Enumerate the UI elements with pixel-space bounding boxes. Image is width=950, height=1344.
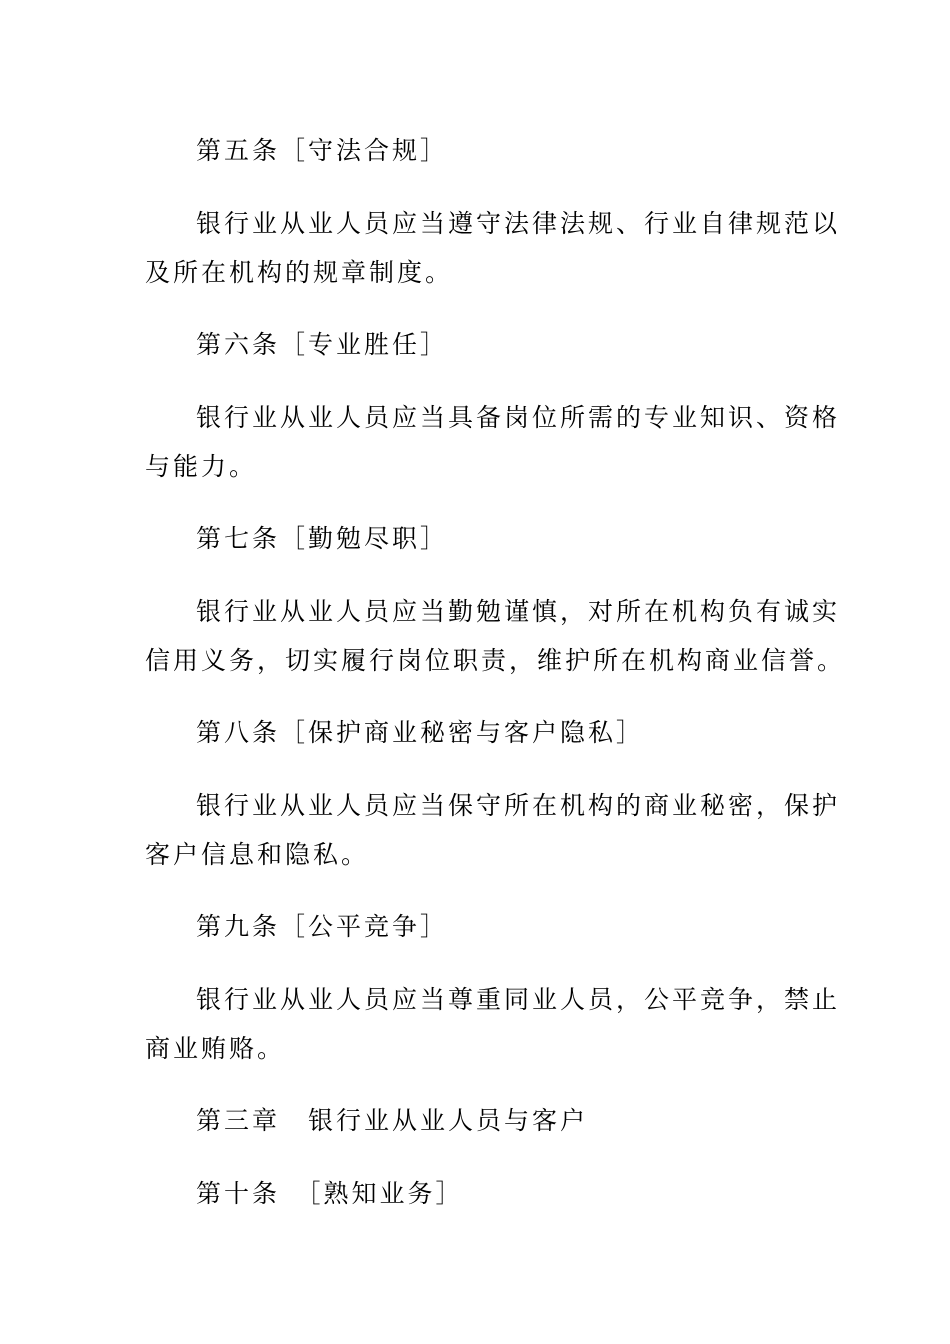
- article-5-heading: 第五条［守法合规］: [196, 136, 449, 165]
- article-9-heading: 第九条［公平竞争］: [196, 912, 449, 941]
- article-7-body-line-1: 银行业从业人员应当勤勉谨慎，对所在机构负有诚实: [196, 597, 841, 626]
- article-8-body-line-2: 客户信息和隐私。: [145, 840, 370, 869]
- article-6-body-line-1: 银行业从业人员应当具备岗位所需的专业知识、资格: [196, 403, 841, 432]
- article-8-heading: 第八条［保护商业秘密与客户隐私］: [196, 718, 645, 747]
- article-7-body-line-2: 信用义务，切实履行岗位职责，维护所在机构商业信誉。: [145, 646, 846, 675]
- article-9-body-line-2: 商业贿赂。: [145, 1034, 286, 1063]
- article-5-body-line-2: 及所在机构的规章制度。: [145, 258, 454, 287]
- article-6-body-line-2: 与能力。: [145, 452, 258, 481]
- article-8-body-line-1: 银行业从业人员应当保守所在机构的商业秘密，保护: [196, 791, 841, 820]
- article-6-heading: 第六条［专业胜任］: [196, 330, 449, 359]
- chapter-3-heading: 第三章 银行业从业人员与客户: [196, 1106, 589, 1135]
- article-9-body-line-1: 银行业从业人员应当尊重同业人员，公平竞争，禁止: [196, 985, 841, 1014]
- article-5-body-line-1: 银行业从业人员应当遵守法律法规、行业自律规范以: [196, 209, 841, 238]
- article-10-heading: 第十条 ［熟知业务］: [196, 1179, 464, 1208]
- article-7-heading: 第七条［勤勉尽职］: [196, 524, 449, 553]
